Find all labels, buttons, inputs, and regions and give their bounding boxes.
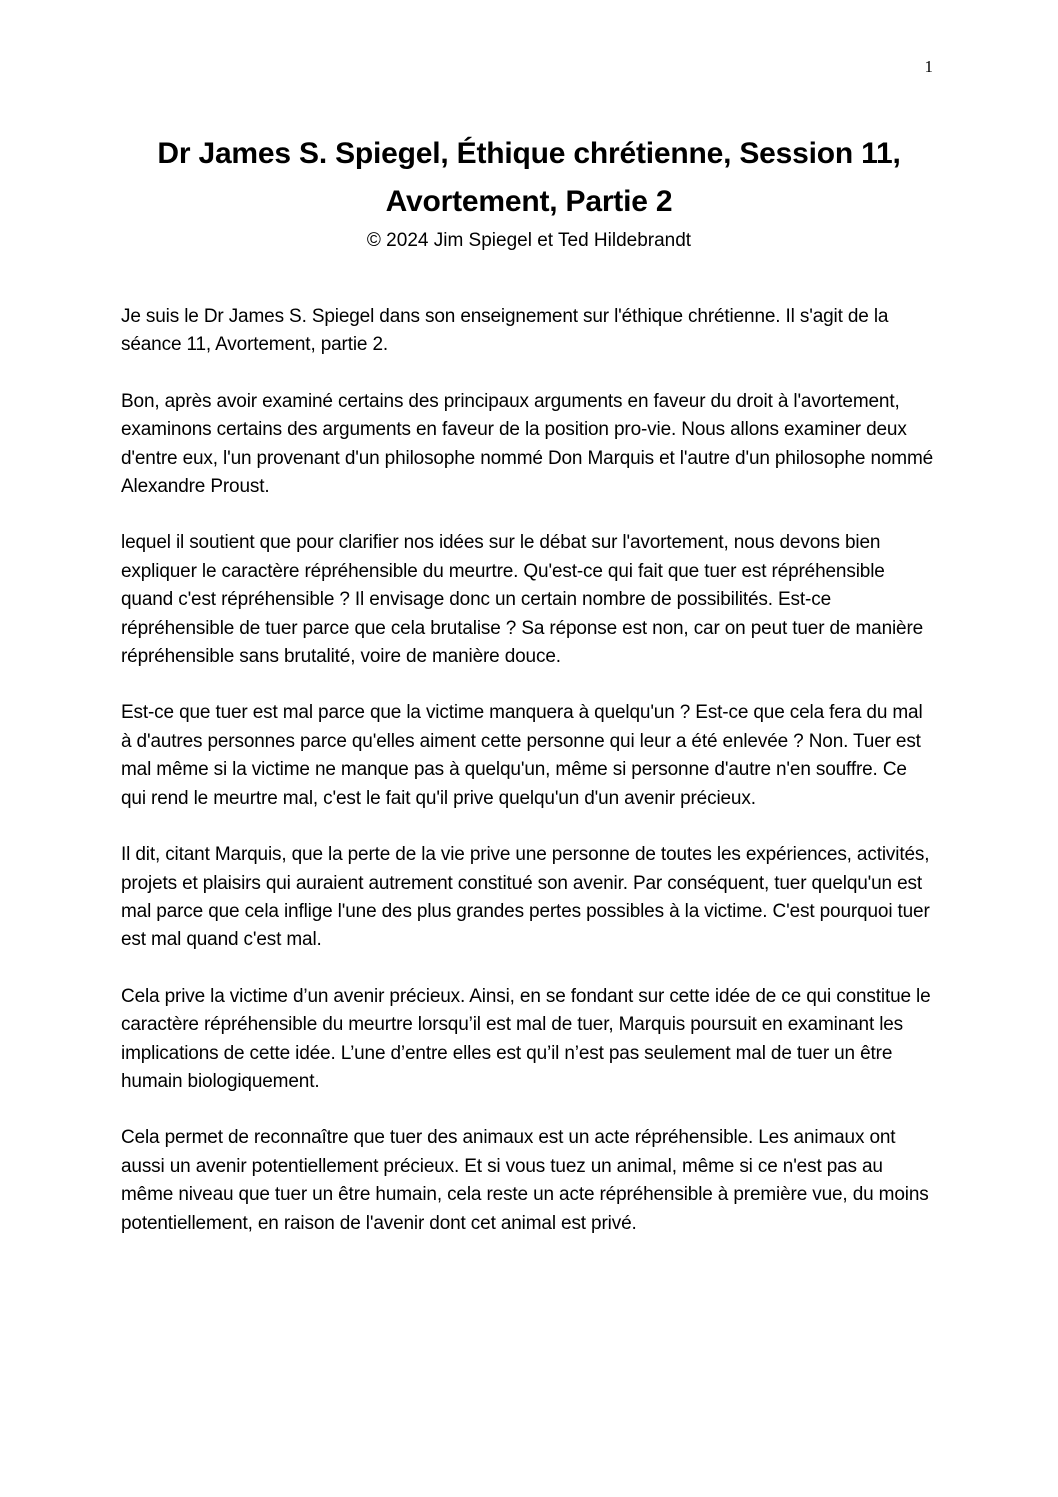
paragraph-5: Il dit, citant Marquis, que la perte de la vie prive une personne de toutes les expériences, activités, projets et plaisirs qui auraient autrement constitué son avenir. Par conséquent, tuer quelqu'un est mal parce que cela inflige l'une des plus grandes pertes possibles à la victime. C'est pourquoi tuer est mal quand c'est mal.	[121, 844, 930, 951]
paragraph-2: Bon, après avoir examiné certains des principaux arguments en faveur du droit à l'avortement, examinons certains des arguments en faveur de la position pro-vie. Nous allons examiner deux d'entre eux, l'un provenant d'un philosophe nommé Don Marquis et l'autre d'un philosophe nommé Alexandre Proust.	[121, 390, 934, 498]
document-title	[0, 130, 1058, 226]
paragraph-1: Je suis le Dr James S. Spiegel dans son enseignement sur l'éthique chrétienne. Il s'agit de la séance 11, Avortement, partie 2.	[121, 306, 889, 356]
page-number: 1	[924, 57, 933, 76]
title-line-2: Avortement, Partie 2	[385, 185, 673, 218]
paragraph-7: Cela permet de reconnaître que tuer des animaux est un acte répréhensible. Les animaux ont aussi un avenir potentiellement précieux. Et si vous tuez un animal, même si ce n'est pas au même niveau que tuer un être humain, cela reste un acte répréhensible à première vue, du moins potentiellement, en raison de l'avenir dont cet animal est privé.	[121, 1127, 929, 1234]
copyright-line: © 2024 Jim Spiegel et Ted Hildebrandt	[366, 230, 692, 251]
title-line-1: Dr James S. Spiegel, Éthique chrétienne, Session 11,	[157, 137, 901, 170]
paragraph-3: lequel il soutient que pour clarifier nos idées sur le débat sur l'avortement, nous devons bien expliquer le caractère répréhensible du meurtre. Qu'est-ce qui fait que tuer est répréhensible quand c'est répréhensible ? Il envisage donc un certain nombre de possibilités. Est-ce répréhensible de tuer parce que cela brutalise ? Sa réponse est non, car on peut tuer de manière répréhensible sans brutalité, voire de manière douce.	[121, 532, 924, 668]
paragraph-4: Est-ce que tuer est mal parce que la victime manquera à quelqu'un ? Est-ce que cela fera du mal à d'autres personnes parce qu'elles aiment cette personne qui leur a été enlevée ? Non. Tuer est mal même si la victime ne manque pas à quelqu'un, même si personne d'autre n'en souffre. Ce qui rend le meurtre mal, c'est le fait qu'il prive quelqu'un d'un avenir précieux.	[121, 702, 923, 809]
paragraph-6: Cela prive la victime d’un avenir précieux. Ainsi, en se fondant sur cette idée de ce qui constitue le caractère répréhensible du meurtre lorsqu’il est mal de tuer, Marquis poursuit en examinant les implications de cette idée. L’une d’entre elles est qu’il n’est pas seulement mal de tuer un être humain biologiquement.	[121, 985, 931, 1092]
document-body	[121, 303, 935, 1238]
document-header	[0, 0, 1058, 253]
